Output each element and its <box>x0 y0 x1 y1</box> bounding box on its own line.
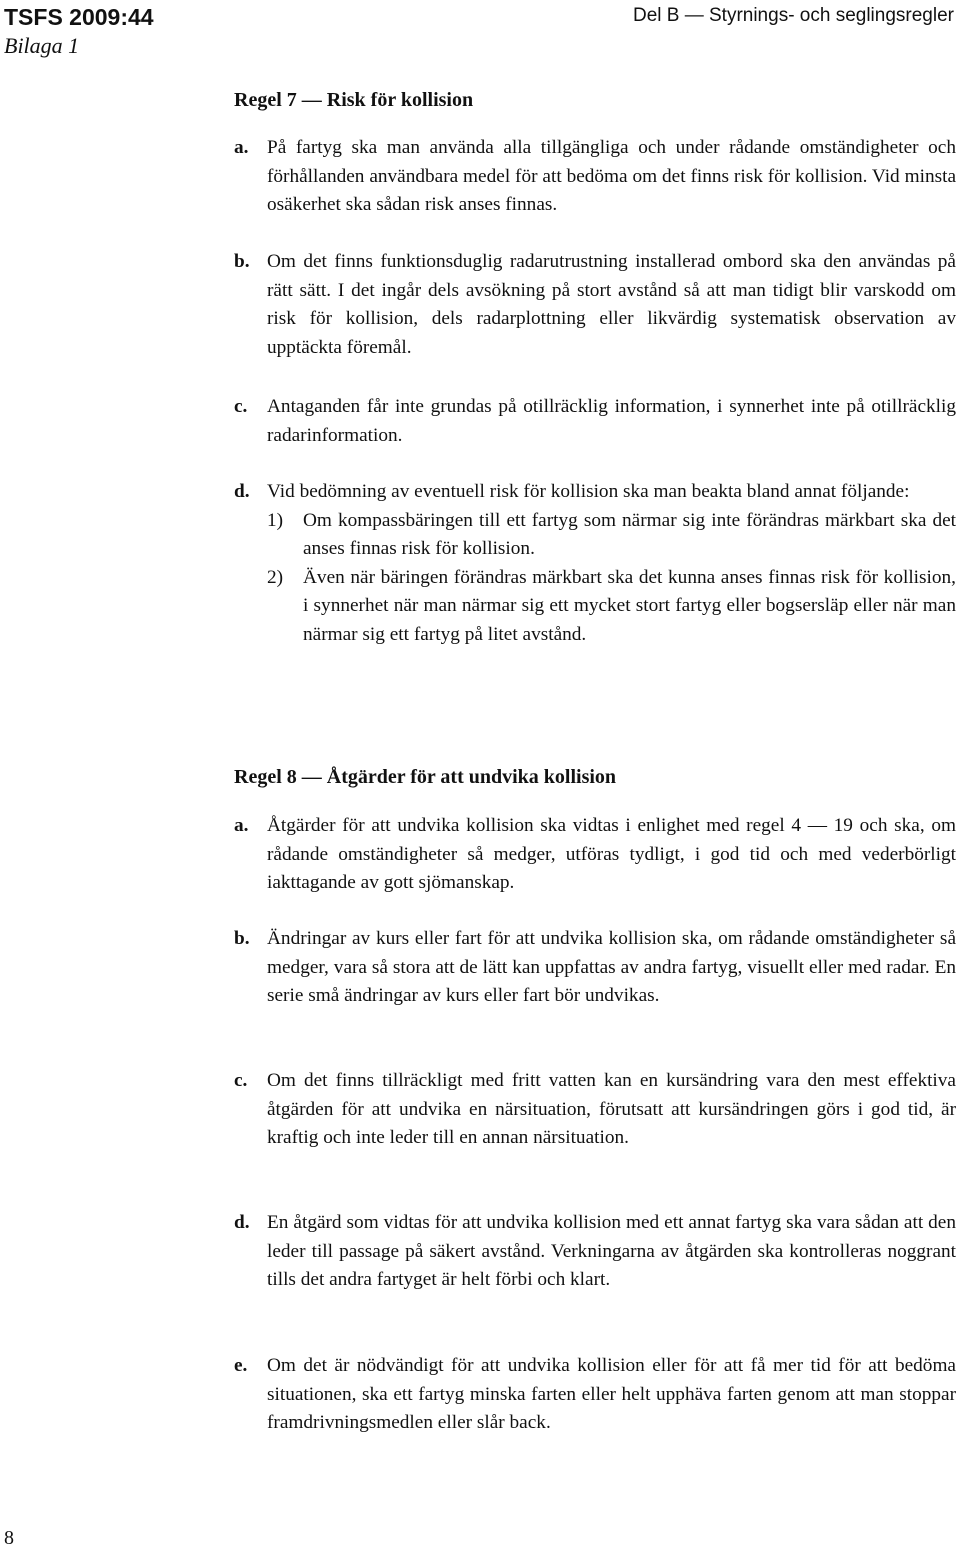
document-header-left <box>4 2 154 60</box>
section-title: Del B — Styrnings- och seglingsregler <box>632 5 954 26</box>
sub-item-text: Om kompassbäringen till ett fartyg som närmar sig inte förändras märkbart ska det anses finnas risk för kollision. <box>303 509 956 560</box>
item-letter: d. <box>234 1212 250 1233</box>
appendix-label: Bilaga 1 <box>4 33 80 58</box>
item-text: Om det finns funktionsduglig radarutrustning installerad ombord ska den användas på rätt sätt. I det ingår dels avsökning på stort avstånd så att man tidigt blir varskodd om risk för kollision, dels radarplottning eller likvärdig systematisk observation av upptäckta föremål. <box>267 251 956 358</box>
item-text: Antaganden får inte grundas på otillräcklig information, i synnerhet inte på otillräcklig radarinformation. <box>267 396 956 446</box>
rule-8-item-c <box>234 1067 956 1153</box>
item-text: Åtgärder för att undvika kollision ska vidtas i enlighet med regel 4 — 19 och ska, om rådande omständigheter så medger, utföras tydligt, i god tid och med vederbörligt iakttagande av gott sjömanskap. <box>267 815 956 894</box>
item-text: Ändringar av kurs eller fart för att undvika kollision ska, om rådande omständigheter så medger, vara så stora att de lätt kan uppfattas av andra fartyg, visuellt eller med radar. En serie små ändringar av kurs eller fart bör undvikas. <box>267 928 956 1007</box>
item-text: På fartyg ska man använda alla tillgängliga och under rådande omständigheter och förhållanden användbara medel för att bedöma om det finns risk för kollision. Vid minsta osäkerhet ska sådan risk anses finnas. <box>267 137 956 216</box>
item-text: Om det finns tillräckligt med fritt vatten kan en kursändring vara den mest effektiva åtgärden för att undvika en närsituation, förutsatt att kursändringen görs i god tid, är kraftig och inte leder till en annan närsituation. <box>267 1070 956 1149</box>
item-letter: e. <box>234 1355 248 1376</box>
rule-7-item-d <box>234 478 956 650</box>
rule-7-item-b <box>234 248 956 362</box>
rule-8-item-b <box>234 925 956 1011</box>
page-number: 8 <box>4 1527 14 1549</box>
item-letter: b. <box>234 928 250 949</box>
rule-8-item-d <box>234 1209 956 1295</box>
item-letter: c. <box>234 1070 248 1091</box>
document-id: TSFS 2009:44 <box>4 4 154 30</box>
rule-7-heading: Regel 7 — Risk för kollision <box>234 89 474 111</box>
rule-8-item-a <box>234 812 956 898</box>
sub-item-text: Även när bäringen förändras märkbart ska det kunna anses finnas risk för kollision, i synnerhet när man närmar sig ett mycket stort fartyg eller bogsersläp eller när man närmar sig ett fartyg på litet avstånd. <box>303 566 956 645</box>
item-letter: a. <box>234 815 249 836</box>
sub-item-1 <box>267 507 956 564</box>
sub-item-2 <box>267 564 956 650</box>
item-letter: b. <box>234 251 250 272</box>
sub-item-number: 2) <box>267 566 284 588</box>
rule-8-heading: Regel 8 — Åtgärder för att undvika kollision <box>234 766 617 788</box>
item-text: Vid bedömning av eventuell risk för kollision ska man beakta bland annat följande: <box>267 481 910 502</box>
item-text: En åtgärd som vidtas för att undvika kollision med ett annat fartyg ska vara sådan att den leder till passage på säkert avstånd. Verkningarna av åtgärden ska kontrolleras noggrant tills det andra fartyget är helt förbi och klart. <box>267 1212 956 1291</box>
item-letter: c. <box>234 396 248 417</box>
rule-8-item-e <box>234 1352 956 1438</box>
sub-item-number: 1) <box>267 509 284 531</box>
rule-7-item-c <box>234 393 956 450</box>
item-letter: d. <box>234 481 250 502</box>
item-text: Om det är nödvändigt för att undvika kollision eller för att få mer tid för att bedöma situationen, ska ett fartyg minska farten eller helt upphäva farten genom att man stoppar framdrivningsmedlen eller slår back. <box>267 1355 956 1434</box>
rule-7-item-a <box>234 134 956 220</box>
item-letter: a. <box>234 137 249 158</box>
